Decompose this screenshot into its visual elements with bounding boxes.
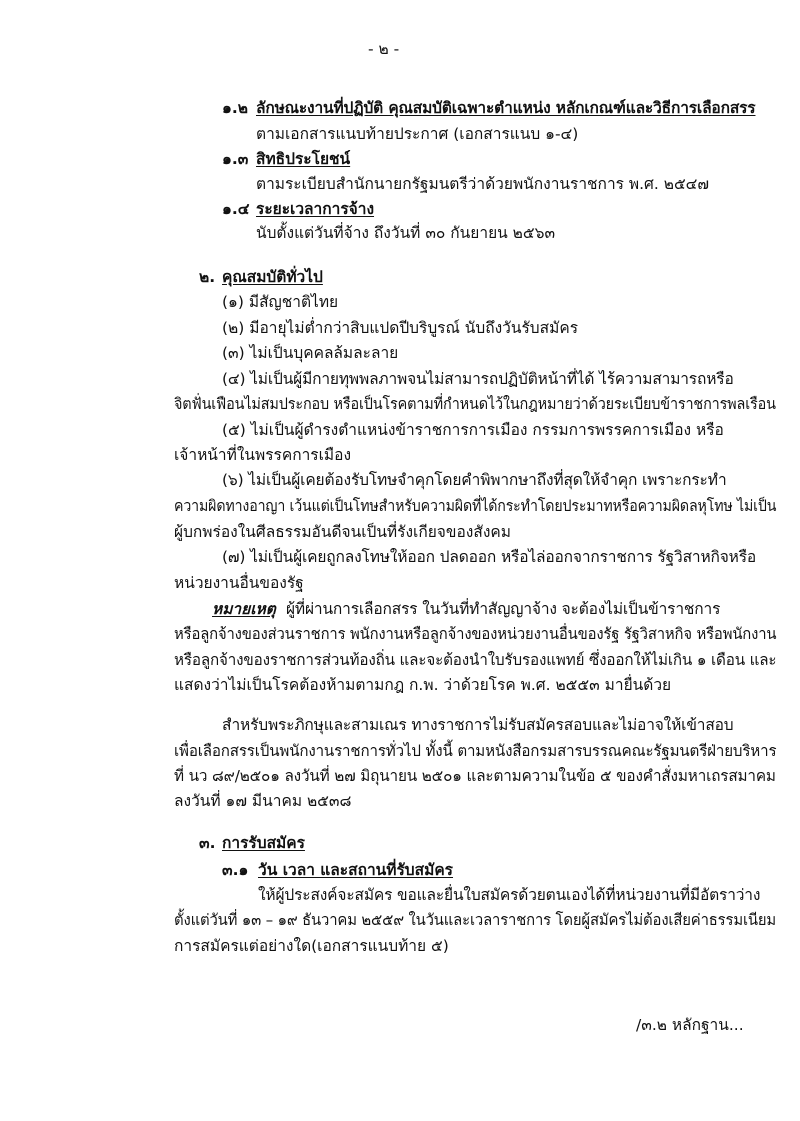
qualification-item-5-line-1: (๕) ไม่เป็นผู้ดำรงตำแหน่งข้าราชการการเมือง กรรมการพรรคการเมือง หรือ: [222, 421, 724, 439]
monk-paragraph-line-1: สำหรับพระภิกษุและสามเณร ทางราชการไม่รับสมัครสอบและไม่อาจให้เข้าสอบ: [222, 716, 734, 734]
section-1-3-heading: สิทธิประโยชน์: [256, 150, 351, 168]
section-1-4-number: ๑.๔: [222, 200, 250, 218]
qualification-item-6-line-1: (๖) ไม่เป็นผู้เคยต้องรับโทษจำคุกโดยคำพิพากษาถึงที่สุดให้จำคุก เพราะกระทำ: [222, 471, 727, 489]
qualification-item-4-line-1: (๔) ไม่เป็นผู้มีกายทุพพลภาพจนไม่สามารถปฏิบัติหน้าที่ได้ ไร้ความสามารถหรือ: [222, 370, 734, 388]
section-1-3-number: ๑.๓: [222, 150, 249, 168]
section-1-2-number: ๑.๒: [222, 99, 248, 117]
section-3-1-line-1: ให้ผู้ประสงค์จะสมัคร ขอและยื่นใบสมัครด้วยตนเองได้ที่หน่วยงานที่มีอัตราว่าง: [258, 886, 761, 904]
note-line-3: หรือลูกจ้างของราชการส่วนท้องถิ่น และจะต้องนำใบรับรองแพทย์ ซึ่งออกให้ไม่เกิน ๑ เดือน และ: [174, 651, 777, 669]
qualification-item-6-line-3: ผู้บกพร่องในศีลธรรมอันดีจนเป็นที่รังเกียจของสังคม: [174, 523, 511, 541]
section-3-1-number: ๓.๑: [222, 861, 249, 879]
section-2-heading: คุณสมบัติทั่วไป: [222, 268, 323, 286]
qualification-item-3: (๓) ไม่เป็นบุคคลล้มละลาย: [222, 344, 399, 362]
section-1-4-heading: ระยะเวลาการจ้าง: [256, 200, 375, 218]
note-line-1: ผู้ที่ผ่านการเลือกสรร ในวันที่ทำสัญญาจ้าง จะต้องไม่เป็นข้าราชการ: [286, 600, 721, 618]
continuation-note: /๓.๒ หลักฐาน...: [636, 1016, 744, 1034]
qualification-item-6-line-2: ความผิดทางอาญา เว้นแต่เป็นโทษสำหรับความผิดที่ได้กระทำโดยประมาทหรือความผิดลหุโทษ ไม่เป็น: [174, 497, 777, 515]
note-line-2: หรือลูกจ้างของส่วนราชการ พนักงานหรือลูกจ้างของหน่วยงานอื่นของรัฐ รัฐวิสาหกิจ หรือพนักงาน: [174, 625, 777, 643]
section-1-3-text: ตามระเบียบสำนักนายกรัฐมนตรีว่าด้วยพนักงานราชการ พ.ศ. ๒๕๔๗: [256, 175, 710, 193]
note-label: หมายเหตุ: [212, 600, 276, 618]
qualification-item-7-line-1: (๗) ไม่เป็นผู้เคยถูกลงโทษให้ออก ปลดออก หรือไล่ออกจากราชการ รัฐวิสาหกิจหรือ: [222, 548, 757, 566]
page-number: - ๒ -: [368, 40, 400, 58]
section-3-heading: การรับสมัคร: [222, 834, 305, 852]
note-line-4: แสดงว่าไม่เป็นโรคต้องห้ามตามกฎ ก.พ. ว่าด้วยโรค พ.ศ. ๒๕๕๓ มายื่นด้วย: [174, 676, 672, 694]
section-1-2-heading: ลักษณะงานที่ปฏิบัติ คุณสมบัติเฉพาะตำแหน่ง หลักเกณฑ์และวิธีการเลือกสรร: [256, 99, 756, 117]
section-3-number: ๓.: [199, 834, 216, 852]
qualification-item-4-line-2: จิตฟั่นเฟือนไม่สมประกอบ หรือเป็นโรคตามที่กำหนดไว้ในกฎหมายว่าด้วยระเบียบข้าราชการพลเรือน: [174, 395, 776, 413]
section-3-1-heading: วัน เวลา และสถานที่รับสมัคร: [258, 861, 454, 879]
qualification-item-2: (๒) มีอายุไม่ต่ำกว่าสิบแปดปีบริบูรณ์ นับถึงวันรับสมัคร: [222, 319, 579, 337]
section-1-2-text: ตามเอกสารแนบท้ายประกาศ (เอกสารแนบ ๑-๔): [256, 125, 579, 143]
monk-paragraph-line-2: เพื่อเลือกสรรเป็นพนักงานราชการทั่วไป ทั้งนี้ ตามหนังสือกรมสารบรรณคณะรัฐมนตรีฝ่ายบริหาร: [174, 742, 777, 760]
section-3-1-line-3: การสมัครแต่อย่างใด(เอกสารแนบท้าย ๕): [174, 937, 449, 955]
section-1-4-text: นับตั้งแต่วันที่จ้าง ถึงวันที่ ๓๐ กันยายน ๒๕๖๓: [256, 224, 556, 242]
monk-paragraph-line-3: ที่ นว ๘๙/๒๕๐๑ ลงวันที่ ๒๗ มิถุนายน ๒๕๐๑ และตามความในข้อ ๕ ของคำสั่งมหาเถรสมาคม: [174, 767, 776, 785]
section-2-number: ๒.: [199, 268, 216, 286]
qualification-item-1: (๑) มีสัญชาติไทย: [222, 293, 339, 311]
qualification-item-7-line-2: หน่วยงานอื่นของรัฐ: [174, 574, 304, 592]
section-3-1-line-2: ตั้งแต่วันที่ ๑๓ – ๑๙ ธันวาคม ๒๕๕๙ ในวันและเวลาราชการ โดยผู้สมัครไม่ต้องเสียค่าธรรมเนียม: [174, 911, 777, 929]
qualification-item-5-line-2: เจ้าหน้าที่ในพรรคการเมือง: [174, 446, 352, 464]
monk-paragraph-line-4: ลงวันที่ ๑๗ มีนาคม ๒๕๓๘: [174, 792, 352, 810]
